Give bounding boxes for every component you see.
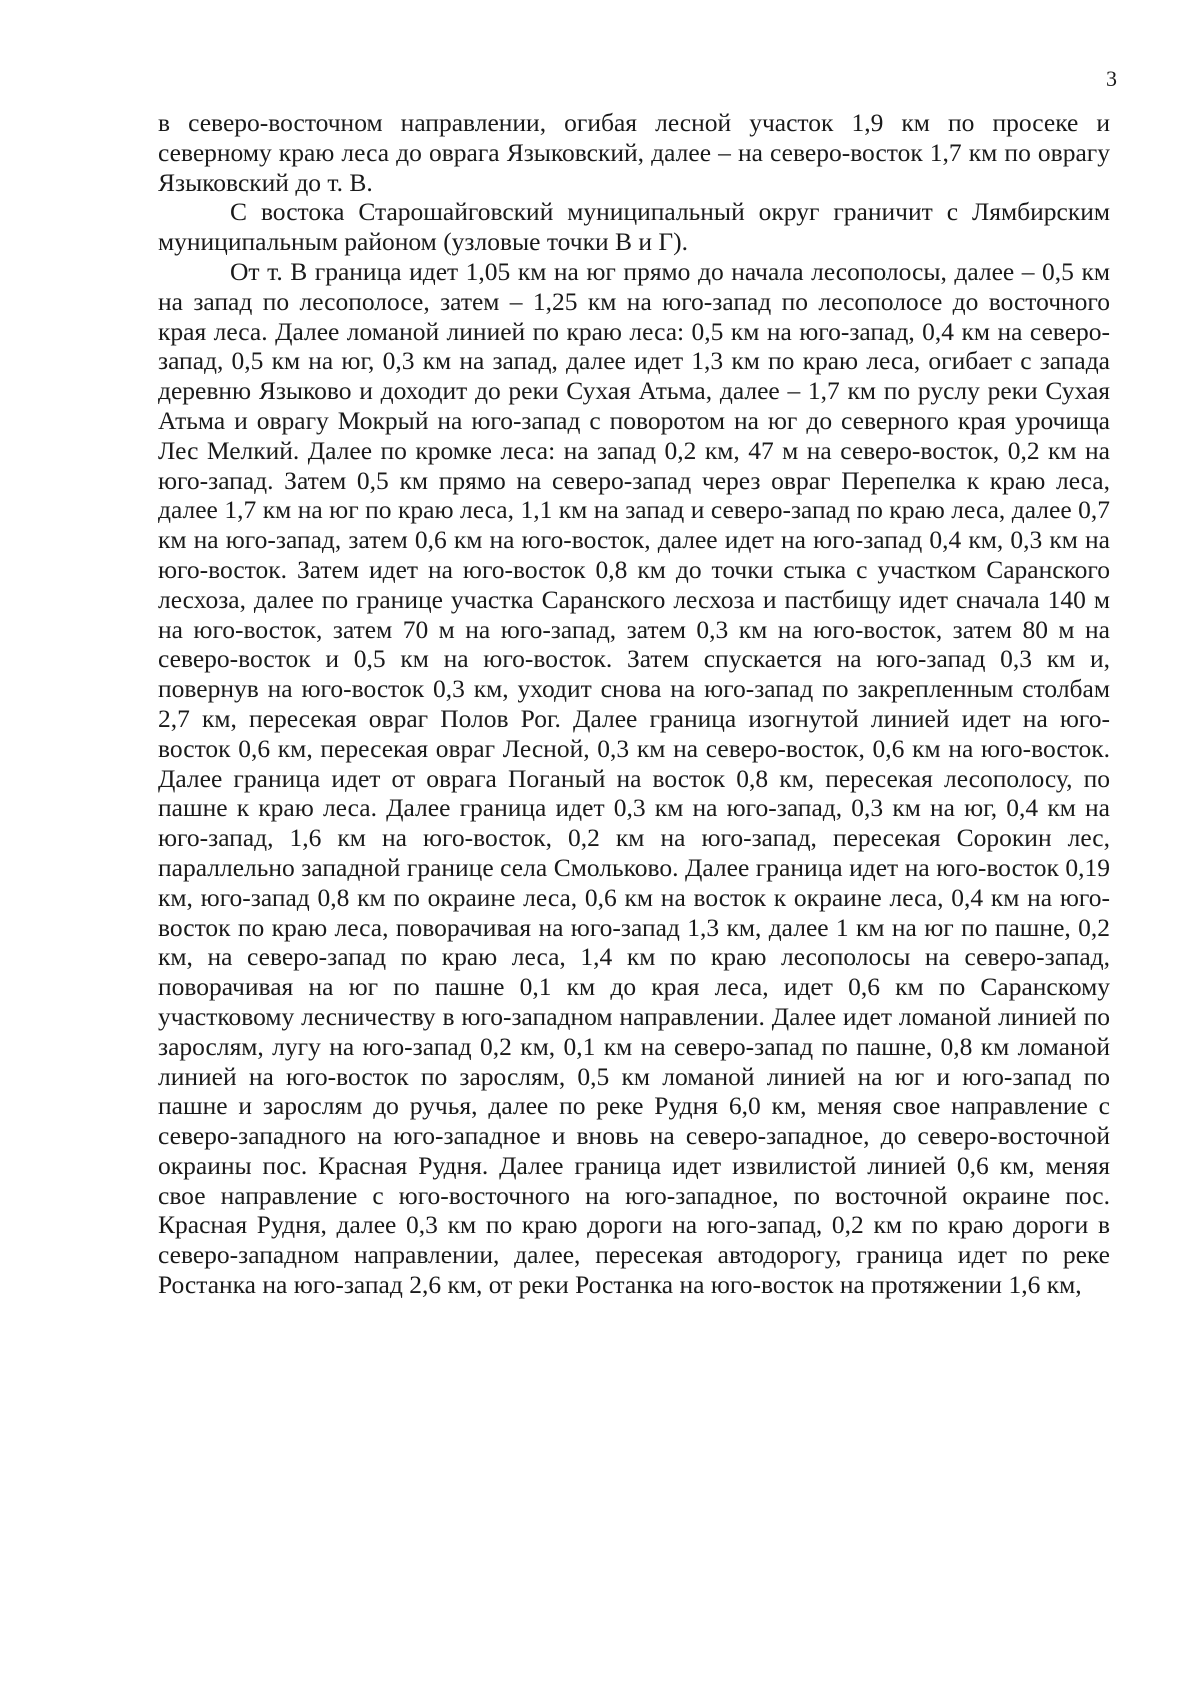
paragraph-east-border: С востока Старошайговский муниципальный округ граничит с Лямбирским муниципальным районом (узловые точки В и Г). [158,197,1110,257]
paragraph-border-description: От т. В граница идет 1,05 км на юг прямо до начала лесополосы, далее – 0,5 км на запад по лесополосе, затем – 1,25 км на юго-запад по лесополосе до восточного края леса. Далее ломаной линией по краю леса: 0,5 км на юго-запад, 0,4 км на северо-запад, 0,5 км на юг, 0,3 км на запад, далее идет 1,3 км по краю леса, огибает с запада деревню Языково и доходит до реки Сухая Атьма, далее – 1,7 км по руслу реки Сухая Атьма и оврагу Мокрый на юго-запад с поворотом на юг до северного края урочища Лес Мелкий. Далее по кромке леса: на запад 0,2 км, 47 м на северо-восток, 0,2 км на юго-запад. Затем 0,5 км прямо на северо-запад через овраг Перепелка к краю леса, далее 1,7 км на юг по краю леса, 1,1 км на запад и северо-запад по краю леса, далее 0,7 км на юго-запад, затем 0,6 км на юго-восток, далее идет на юго-запад 0,4 км, 0,3 км на юго-восток. Затем идет на юго-восток 0,8 км до точки стыка с участком Саранского лесхоза, далее по границе участка Саранского лесхоза и пастбищу идет сначала 140 м на юго-восток, затем 70 м на юго-запад, затем 0,3 км на юго-восток, затем 80 м на северо-восток и 0,5 км на юго-восток. Затем спускается на юго-запад 0,3 км и, повернув на юго-восток 0,3 км, уходит снова на юго-запад по закрепленным столбам 2,7 км, пересекая овраг Полов Рог. Далее граница изогнутой линией идет на юго-восток 0,6 км, пересекая овраг Лесной, 0,3 км на северо-восток, 0,6 км на юго-восток. Далее граница идет от оврага Поганый на восток 0,8 км, пересекая лесополосу, по пашне к краю леса. Далее граница идет 0,3 км на юго-запад, 0,3 км на юг, 0,4 км на юго-запад, 1,6 км на юго-восток, 0,2 км на юго-запад, пересекая Сорокин лес, параллельно западной границе села Смольково. Далее граница идет на юго-восток 0,19 км, юго-запад 0,8 км по окраине леса, 0,6 км на восток к окраине леса, 0,4 км на юго-восток по краю леса, поворачивая на юго-запад 1,3 км, далее 1 км на юг по пашне, 0,2 км, на северо-запад по краю леса, 1,4 км по краю лесополосы на северо-запад, поворачивая на юг по пашне 0,1 км до края леса, идет 0,6 км по Саранскому участковому лесничеству в юго-западном направлении. Далее идет ломаной линией по зарослям, лугу на юго-запад 0,2 км, 0,1 км на северо-запад по пашне, 0,8 км ломаной линией на юго-восток по зарослям, 0,5 км ломаной линией на юг и юго-запад по пашне и зарослям до ручья, далее по реке Рудня 6,0 км, меняя свое направление с северо-западного на юго-западное и вновь на северо-западное, до северо-восточной окраины пос. Красная Рудня. Далее граница идет извилистой линией 0,6 км, меняя свое направление с юго-восточного на юго-западное, по восточной окраине пос. Красная Рудня, далее 0,3 км по краю дороги на юго-запад, 0,2 км по краю дороги в северо-западном направлении, далее, пересекая автодорогу, граница идет по реке Ростанка на юго-запад 2,6 км, от реки Ростанка на юго-восток на протяжении 1,6 км, [158,256,1110,1300]
paragraph-continuation: в северо-восточном направлении, огибая лесной участок 1,9 км по просеке и северному краю леса до оврага Языковский, далее – на северо-восток 1,7 км по оврагу Языковский до т. В. [158,108,1110,197]
document-body [158,108,1110,1300]
page-number: 3 [1106,66,1117,91]
